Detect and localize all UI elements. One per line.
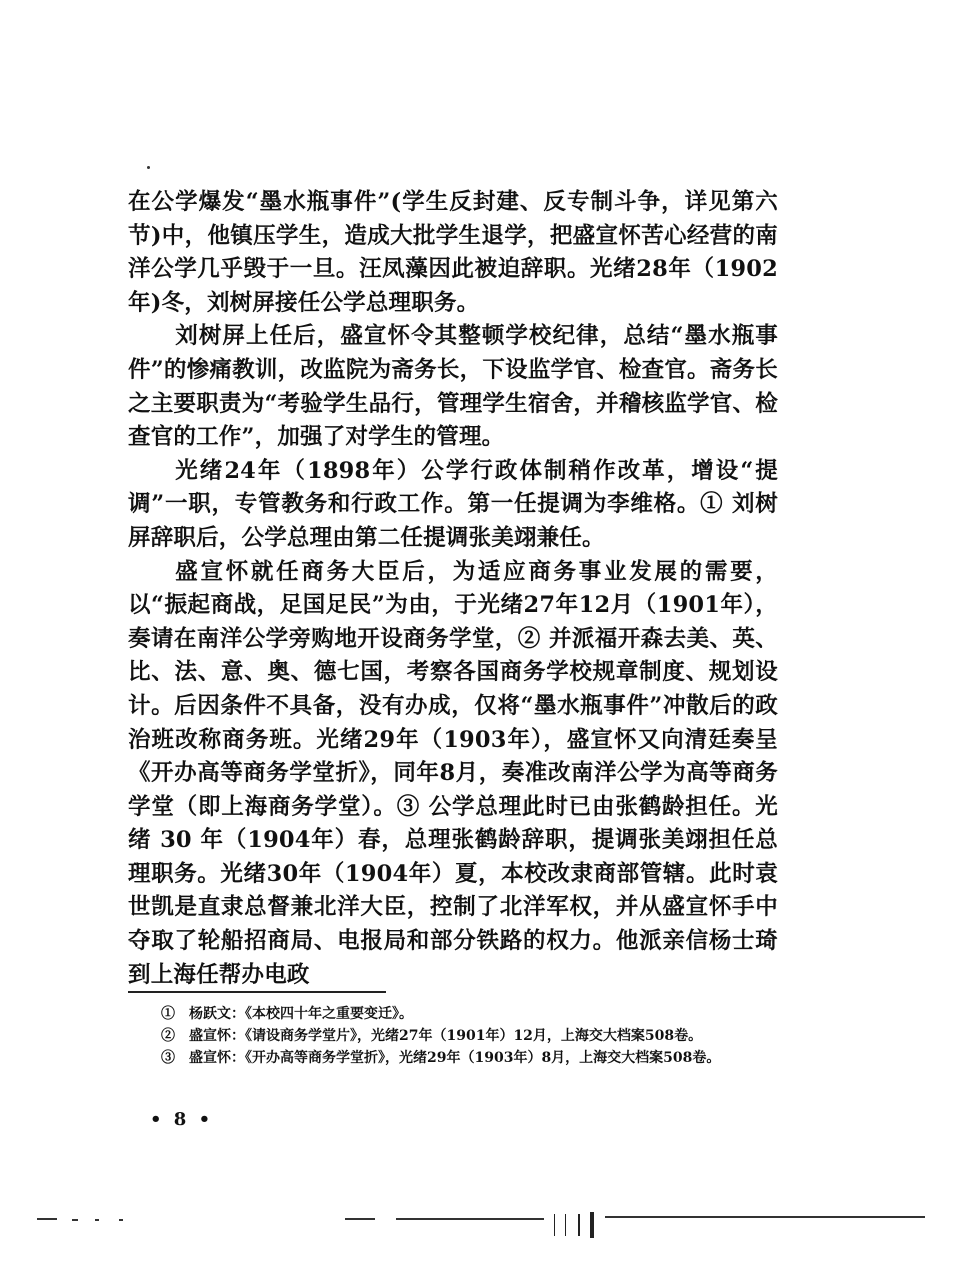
paragraph-2: 刘树屏上任后，盛宣怀令其整顿学校纪律，总结“墨水瓶事件”的惨痛教训，改监院为斋务长，下设监学官、检查官。斋务长之主要职责为“考验学生品行，管理学生宿舍，并稽核监学官、检查官的工作”，加强了对学生的管理。 (128, 323, 778, 451)
scan-bar (565, 1214, 566, 1236)
scan-bar (554, 1214, 555, 1236)
footnote-1: ① 杨跃文：《本校四十年之重要变迁》。 (161, 1006, 413, 1022)
paragraph-1: 在公学爆发“墨水瓶事件”(学生反封建、反专制斗争，详见第六节)中，他镇压学生，造成大批学生退学，把盛宣怀苦心经营的南洋公学几乎毁于一旦。汪凤藻因此被迫辞职。光绪28年（1902年)冬，刘树屏接任公学总理职务。 (128, 189, 778, 316)
paragraph-4: 盛宣怀就任商务大臣后，为适应商务事业发展的需要，以“振起商战，足国足民”为由，于光绪27年12月（1901年），奏请在南洋公学旁购地开设商务学堂，② 并派福开森去美、英、比、法、意、奥、德七国，考察各国商务学校规章制度、规划设计。后因条件不具备，没有办成，仅将“墨水瓶事件”冲散后的政治班改称商务班。光绪29年（1903年），盛宣怀又向清廷奏呈《开办高等商务学堂折》，同年8月，奏准改南洋公学为高等商务学堂（即上海商务学堂）。③ 公学总理此时已由张鹤龄担任。光绪 30 年（1904年）春，总理张鹤龄辞职，提调张美翊担任总理职务。光绪30年（1904年）夏，本校改隶商部管辖。此时袁世凯是直隶总督兼北洋大臣，控制了北洋军权，并从盛宣怀手中夺取了轮船招商局、电报局和部分铁路的权力。他派亲信杨士琦到上海任帮办电政 (128, 558, 778, 988)
scan-dash (396, 1218, 544, 1220)
footnote-3: ③ 盛宣怀：《开办高等商务学堂折》，光绪29年（1903年）8月，上海交大档案508卷。 (161, 1050, 721, 1066)
footnote-divider (128, 991, 386, 993)
scan-bar (590, 1212, 594, 1238)
footnote-2: ② 盛宣怀：《请设商务学堂片》，光绪27年（1901年）12月，上海交大档案508卷。 (161, 1028, 703, 1044)
scan-dash (345, 1218, 375, 1220)
footnotes (128, 1003, 783, 1069)
scan-dash (119, 1219, 123, 1221)
scan-dash (37, 1218, 57, 1220)
paragraph-3: 光绪24年（1898年）公学行政体制稍作改革，增设“提调”一职，专管教务和行政工作。第一任提调为李维格。① 刘树屏辞职后，公学总理由第二任提调张美翊兼任。 (128, 457, 778, 551)
body-text (128, 186, 778, 992)
scan-bar (578, 1214, 580, 1236)
scan-dash (72, 1219, 78, 1221)
scan-dash (605, 1216, 925, 1218)
scan-dash (95, 1219, 99, 1221)
page-number: • 8 • (150, 1109, 214, 1130)
scan-edge-artifacts (0, 1214, 979, 1244)
scan-speck (147, 166, 150, 169)
